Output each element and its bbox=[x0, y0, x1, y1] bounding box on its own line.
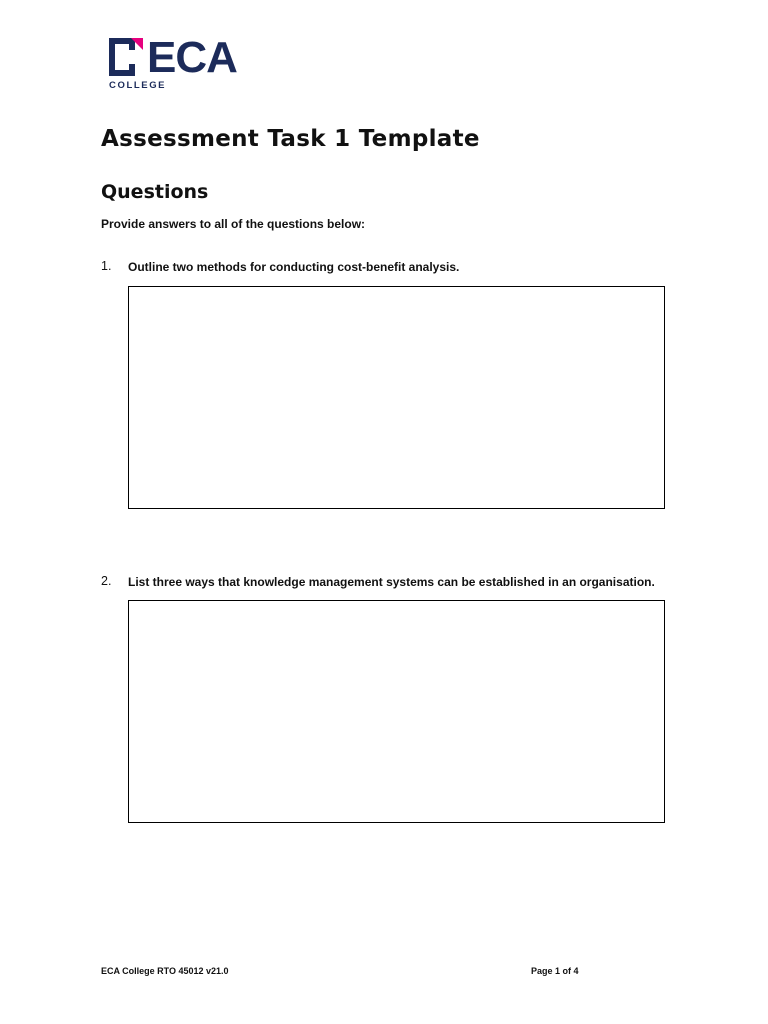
section-heading: Questions bbox=[101, 181, 209, 203]
answer-box-1[interactable] bbox=[128, 286, 665, 509]
question-number: 2. bbox=[101, 574, 112, 588]
question-text: Outline two methods for conducting cost-benefit analysis. bbox=[128, 260, 460, 274]
question-text: List three ways that knowledge management systems can be established in an organisation. bbox=[128, 575, 655, 589]
eca-logo-icon bbox=[109, 38, 143, 76]
document-title: Assessment Task 1 Template bbox=[101, 126, 480, 152]
footer-document-info: ECA College RTO 45012 v21.0 bbox=[101, 966, 229, 976]
eca-college-logo bbox=[109, 33, 279, 92]
footer-page-number: Page 1 of 4 bbox=[531, 966, 579, 976]
logo-wordmark: ECA bbox=[147, 33, 237, 82]
answer-box-2[interactable] bbox=[128, 600, 665, 823]
instructions-text: Provide answers to all of the questions below: bbox=[101, 217, 366, 231]
question-number: 1. bbox=[101, 259, 112, 273]
logo-subtitle: COLLEGE bbox=[109, 80, 167, 91]
